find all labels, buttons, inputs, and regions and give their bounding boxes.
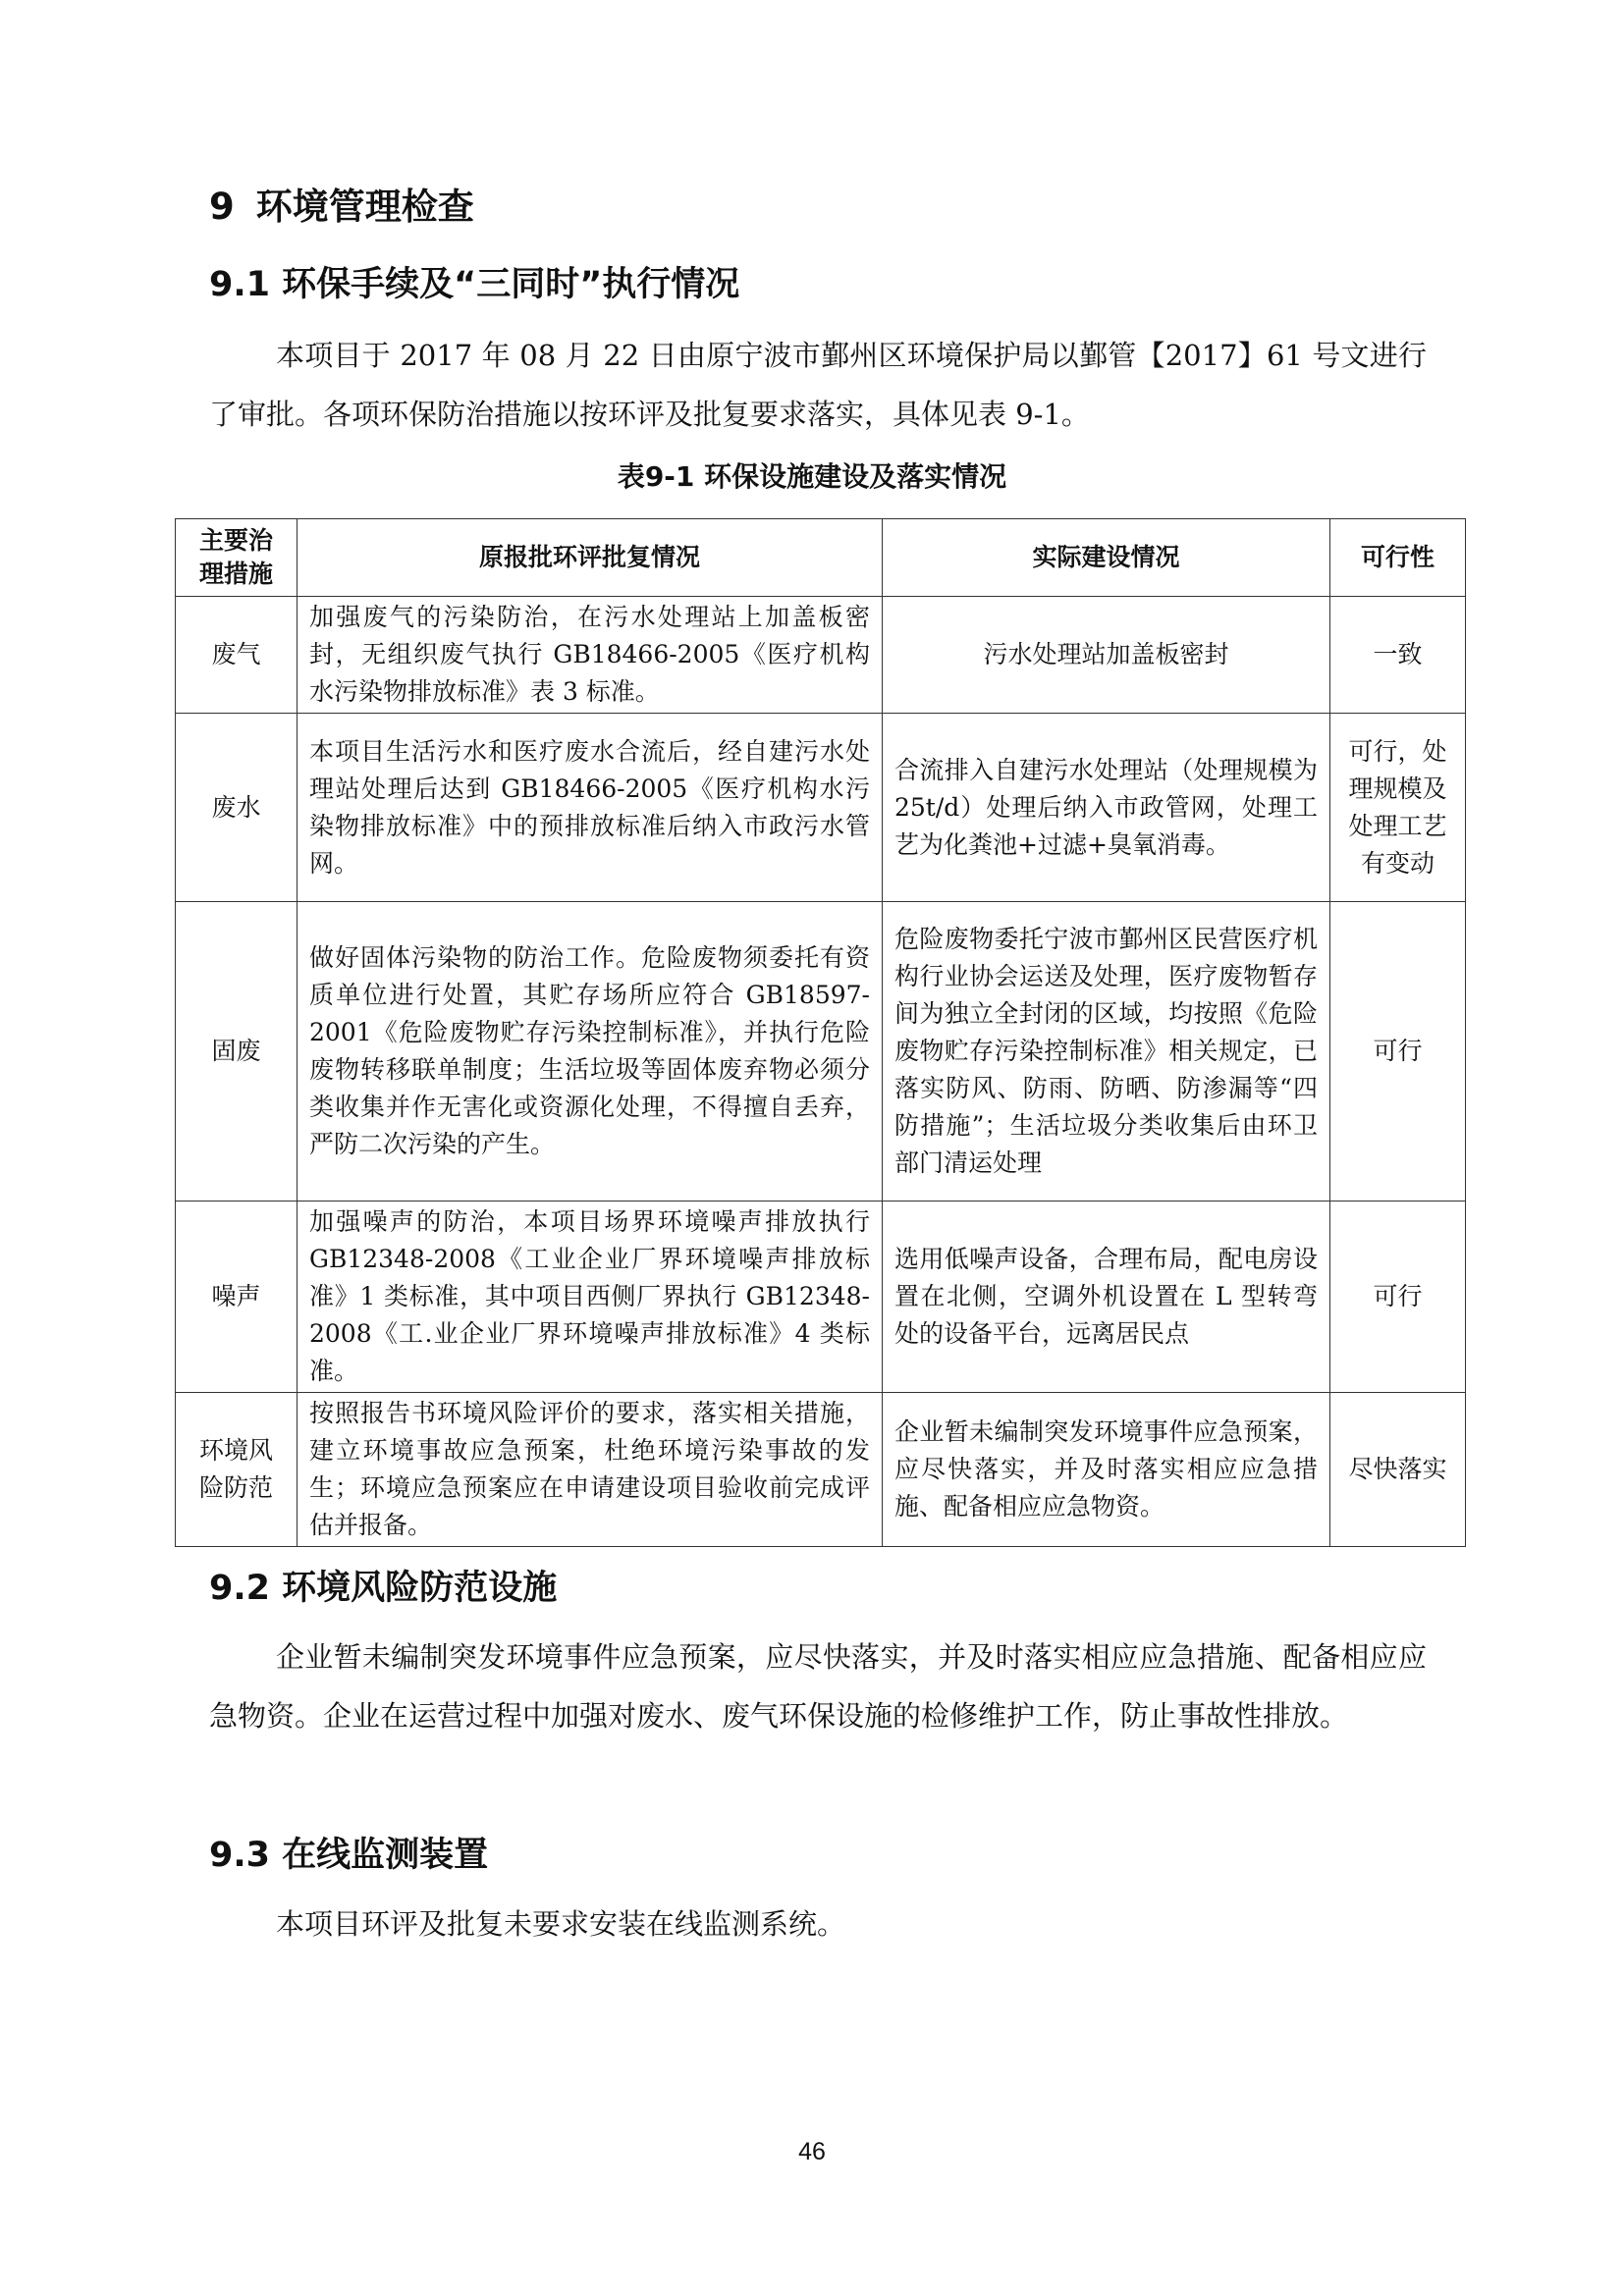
row-feasibility: 可行，处理规模及处理工艺有变动 [1330, 714, 1466, 902]
table-row [176, 597, 1466, 714]
row-feasibility: 可行 [1330, 902, 1466, 1201]
table-row [176, 714, 1466, 902]
row-feasibility: 一致 [1330, 597, 1466, 714]
row-approval: 做好固体污染物的防治工作。危险废物须委托有资质单位进行处置，其贮存场所应符合 GB18597-2001《危险废物贮存污染控制标准》，并执行危险废物转移联单制度；生活垃圾等固体废弃物必须分类收集并作无害化或资源化处理，不得擅自丢弃，严防二次污染的产生。 [298, 902, 883, 1201]
chapter-heading [209, 177, 474, 230]
row-approval: 按照报告书环境风险评价的要求，落实相关措施，建立环境事故应急预案，杜绝环境污染事故的发生；环境应急预案应在申请建设项目验收前完成评估并报备。 [298, 1393, 883, 1547]
row-measure: 废水 [176, 714, 298, 902]
row-feasibility: 尽快落实 [1330, 1393, 1466, 1547]
table-row [176, 1393, 1466, 1547]
environmental-facilities-table [175, 518, 1466, 1547]
row-approval: 加强废气的污染防治，在污水处理站上加盖板密封，无组织废气执行 GB18466-2005《医疗机构水污染物排放标准》表 3 标准。 [298, 597, 883, 714]
row-actual: 污水处理站加盖板密封 [883, 597, 1330, 714]
chapter-title: 环境管理检查 [255, 186, 474, 228]
header-feasibility: 可行性 [1330, 519, 1466, 597]
header-actual: 实际建设情况 [883, 519, 1330, 597]
section-9-3-heading: 9.3 在线监测装置 [209, 1836, 489, 1875]
page-number: 46 [798, 2138, 826, 2165]
section-9-3-paragraph: 本项目环评及批复未要求安装在线监测系统。 [276, 1907, 846, 1941]
row-measure: 噪声 [176, 1201, 298, 1393]
chapter-number: 9 [209, 186, 235, 228]
row-approval: 本项目生活污水和医疗废水合流后，经自建污水处理站处理后达到 GB18466-2005《医疗机构水污染物排放标准》中的预排放标准后纳入市政污水管网。 [298, 714, 883, 902]
row-approval: 加强噪声的防治，本项目场界环境噪声排放执行 GB12348-2008《工业企业厂界环境噪声排放标准》1 类标准，其中项目西侧厂界执行 GB12348-2008《工.业企业厂界环境噪声排放标准》4 类标准。 [298, 1201, 883, 1393]
table-row [176, 1201, 1466, 1393]
table-header-row [176, 519, 1466, 597]
row-actual: 企业暂未编制突发环境事件应急预案，应尽快落实，并及时落实相应应急措施、配备相应应急物资。 [883, 1393, 1330, 1547]
row-actual: 危险废物委托宁波市鄞州区民营医疗机构行业协会运送及处理，医疗废物暂存间为独立全封闭的区域，均按照《危险废物贮存污染控制标准》相关规定，已落实防风、防雨、防晒、防渗漏等“四防措施”；生活垃圾分类收集后由环卫部门清运处理 [883, 902, 1330, 1201]
section-9-1-paragraph: 本项目于 2017 年 08 月 22 日由原宁波市鄞州区环境保护局以鄞管【2017】61 号文进行了审批。各项环保防治措施以按环评及批复要求落实，具体见表 9-1。 [209, 339, 1427, 431]
section-9-2-paragraph: 企业暂未编制突发环境事件应急预案，应尽快落实，并及时落实相应应急措施、配备相应应急物资。企业在运营过程中加强对废水、废气环保设施的检修维护工作，防止事故性排放。 [209, 1640, 1427, 1733]
header-measure: 主要治理措施 [176, 519, 298, 597]
row-actual: 合流排入自建污水处理站（处理规模为 25t/d）处理后纳入市政管网，处理工艺为化粪池+过滤+臭氧消毒。 [883, 714, 1330, 902]
row-measure: 废气 [176, 597, 298, 714]
section-9-2-heading: 9.2 环境风险防范设施 [209, 1569, 558, 1608]
table-row [176, 902, 1466, 1201]
table-caption: 表9-1 环保设施建设及落实情况 [617, 460, 1007, 493]
section-9-1-heading: 9.1 环保手续及“三同时”执行情况 [209, 265, 740, 304]
header-approval: 原报批环评批复情况 [298, 519, 883, 597]
row-actual: 选用低噪声设备，合理布局，配电房设置在北侧，空调外机设置在 L 型转弯处的设备平台，远离居民点 [883, 1201, 1330, 1393]
row-feasibility: 可行 [1330, 1201, 1466, 1393]
row-measure: 固废 [176, 902, 298, 1201]
row-measure: 环境风险防范 [176, 1393, 298, 1547]
